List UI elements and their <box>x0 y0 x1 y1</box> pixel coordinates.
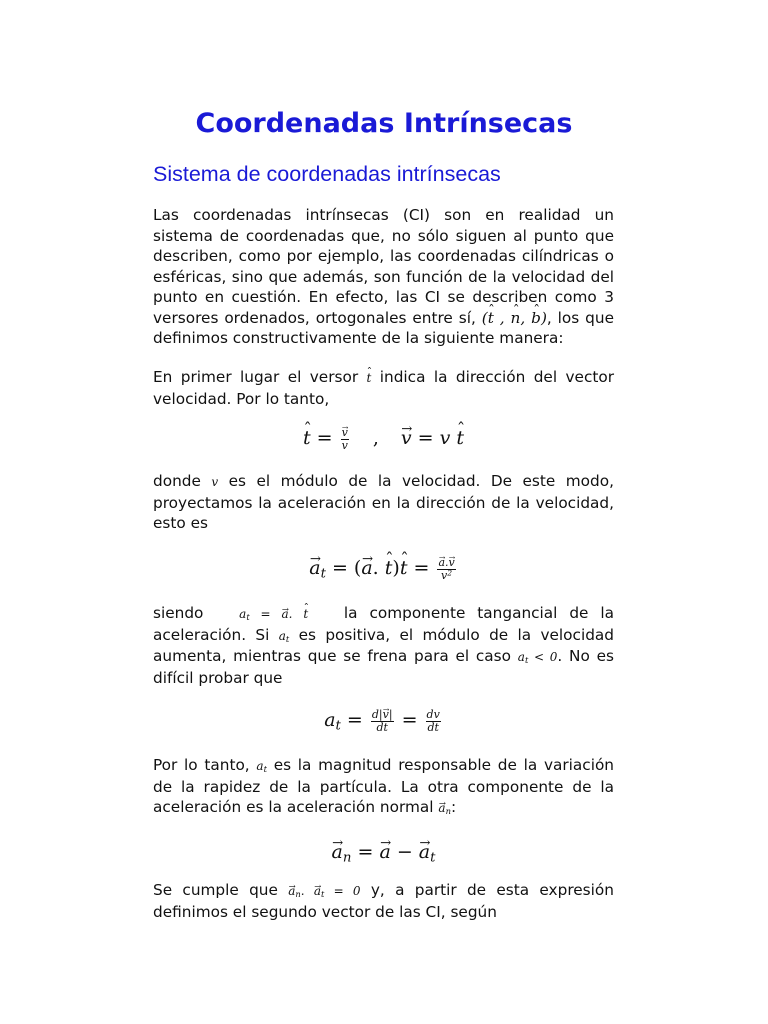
page-title: Coordenadas Intrínsecas <box>195 108 573 139</box>
equation-a-t: → $a_t$ = (→ a. ˆ t)ˆ t = → $\frac{a.\to v}{v^2}$ <box>153 555 614 582</box>
paragraph-rapidez-a: Por lo tanto, <box>153 756 250 774</box>
paragraph-modulo-a: donde <box>153 472 201 490</box>
paragraph-tangencial <box>153 603 614 688</box>
paragraph-versor-t-a: En primer lugar el versor <box>153 368 359 386</box>
paragraph-intro <box>153 205 614 349</box>
paragraph-modulo-b: es el módulo de la velocidad. De este modo, proyectamos la aceleración en la dirección de la velocidad, esto es <box>153 472 614 532</box>
paragraph-modulo <box>153 471 614 534</box>
math-a-t: $a_t$ <box>278 628 290 644</box>
math-t-hat: ˆ t <box>367 371 372 385</box>
paragraph-versor-t <box>153 367 614 409</box>
paragraph-segundo-vector <box>153 880 614 922</box>
section-title: Sistema de coordenadas intrínsecas <box>153 162 501 186</box>
equation-a-t-derivative: $a_t$ = $\frac{d|\to v|}{dt}$ = $\frac{dv}{dt}$ <box>153 707 614 734</box>
math-versors: (ˆ t , ˆ n, ˆ b) <box>482 309 547 327</box>
math-a-t-negative: $a_t < 0$ <box>517 650 558 666</box>
equation-t-hat: ˆ t = → $\frac{v}{v}$ ,→ v = v ˆ t <box>153 425 614 452</box>
math-v: v <box>211 475 219 489</box>
paragraph-tangencial-c: es positiva, el módulo de la velocidad aumenta, mientras que se frena para el caso <box>153 625 614 665</box>
paragraph-tangencial-d: . No es difícil probar que <box>153 647 614 687</box>
math-a-t-def: $a_t$ = → a. ˆ t <box>239 607 308 621</box>
math-orthogonality: → $a_n$. → $a_t = 0$ <box>288 884 360 898</box>
paragraph-tangencial-b: la componente tangancial de la aceleración. Si <box>153 604 615 644</box>
paragraph-rapidez-b: es la magnitud responsable de la variación de la rapidez de la partícula. La otra componente de la aceleración es la aceleración normal <box>153 756 614 816</box>
math-a-n: → $a_n$ <box>438 801 451 815</box>
paragraph-intro-text: Las coordenadas intrínsecas (CI) son en realidad un sistema de coordenadas que, no sólo siguen al punto que describen, como por ejemplo, las coordenadas cilíndricas o esféricas, sino que además, son función de la velocidad del punto en cuestión. En efecto, las CI se describen como 3 versores ordenados, ortogonales entre sí, <box>153 206 614 327</box>
paragraph-segundo-vector-b: y, a partir de esta expresión definimos el segundo vector de las CI, según <box>153 881 614 921</box>
equation-a-n: → $a_n$ = → a − → $a_t$ <box>153 839 614 865</box>
paragraph-rapidez <box>153 755 614 819</box>
paragraph-tangencial-a: siendo <box>153 604 204 622</box>
paragraph-segundo-vector-a: Se cumple que <box>153 881 278 899</box>
math-a-t-2: $a_t$ <box>256 759 267 775</box>
paragraph-intro-tail: , los que definimos constructivamente de la siguiente manera: <box>153 308 614 347</box>
paragraph-versor-t-b: indica la dirección del vector velocidad. Por lo tanto, <box>153 368 615 408</box>
paragraph-rapidez-c: : <box>450 798 457 816</box>
